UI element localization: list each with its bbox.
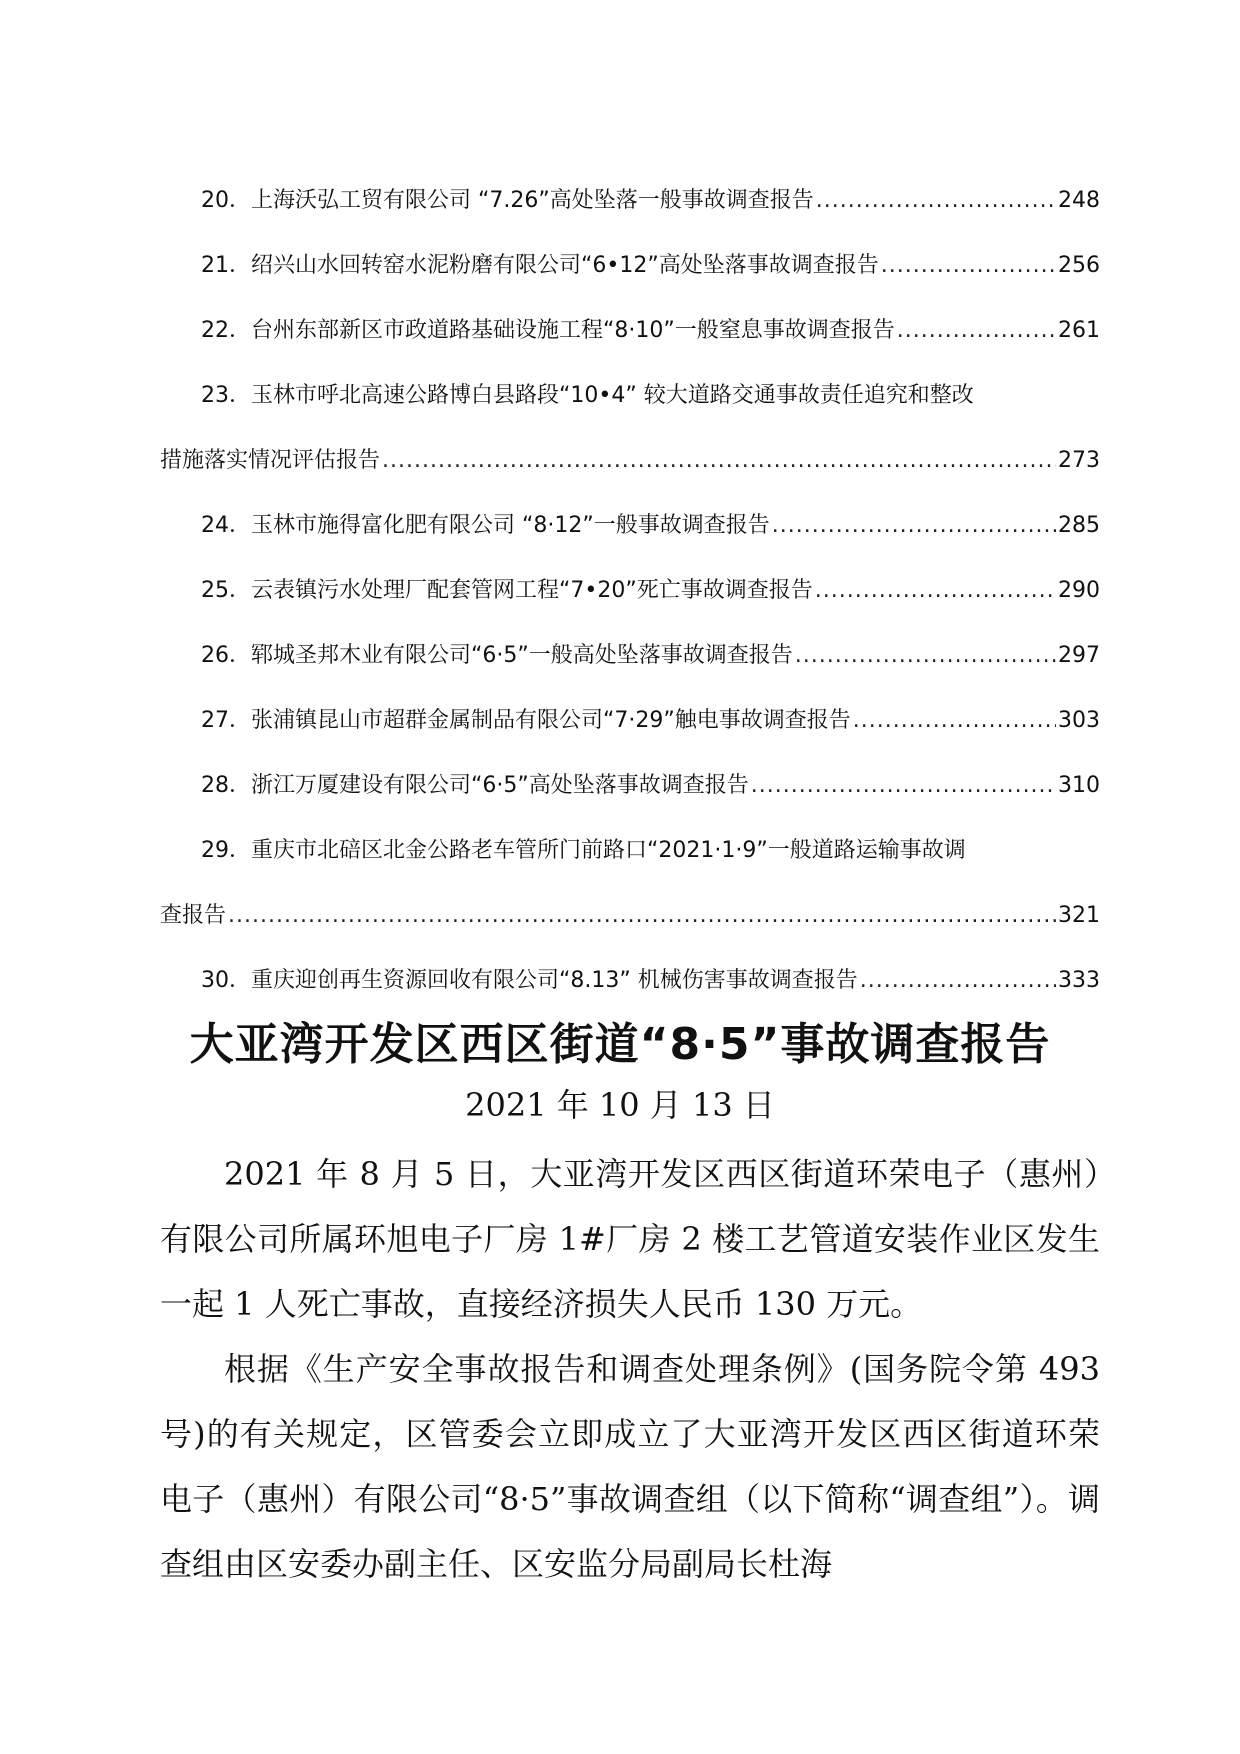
- toc-page-number: 321: [1058, 903, 1100, 928]
- toc-entry-title: 24．玉林市施得富化肥有限公司 “8·12”一般事故调查报告: [201, 513, 770, 538]
- toc-entry-22[interactable]: [160, 298, 1100, 363]
- toc-entry-title: 30．重庆迎创再生资源回收有限公司“8.13” 机械伤害事故调查报告: [201, 968, 858, 993]
- toc-leader-dots: [897, 298, 1056, 363]
- report-paragraph: 2021 年 8 月 5 日，大亚湾开发区西区街道环荣电子（惠州）有限公司所属环旭电子厂房 1#厂房 2 楼工艺管道安装作业区发生一起 1 人死亡事故，直接经济损失人民币 130 万元。: [160, 1155, 1100, 1323]
- toc-entry-title: 29．重庆市北碚区北金公路老车管所门前路口“2021·1·9”一般道路运输事故调: [201, 838, 966, 863]
- toc-leader-dots: [853, 688, 1056, 753]
- toc-entry-title: 27．张浦镇昆山市超群金属制品有限公司“7·29”触电事故调查报告: [201, 708, 851, 733]
- toc-entry-21[interactable]: [160, 233, 1100, 298]
- toc-entry-27[interactable]: [160, 688, 1100, 753]
- toc-entry-title: 28．浙江万厦建设有限公司“6·5”高处坠落事故调查报告: [201, 773, 749, 798]
- toc-entry-30[interactable]: [160, 948, 1100, 1013]
- toc-entry-20[interactable]: [160, 168, 1100, 233]
- toc-page-number: 248: [1058, 188, 1100, 213]
- toc-page-number: 290: [1058, 578, 1100, 603]
- toc-page-number: 273: [1058, 448, 1100, 473]
- toc-leader-dots: [772, 493, 1056, 558]
- toc-leader-dots: [795, 623, 1056, 688]
- toc-page-number: 256: [1058, 253, 1100, 278]
- toc-page-number: 310: [1058, 773, 1100, 798]
- toc-entry-25[interactable]: [160, 558, 1100, 623]
- toc-entry-title: 21．绍兴山水回转窑水泥粉磨有限公司“6•12”高处坠落事故调查报告: [201, 253, 879, 278]
- toc-leader-dots: [816, 168, 1056, 233]
- toc-entry-24[interactable]: [160, 493, 1100, 558]
- report-title: 大亚湾开发区西区街道“8·5”事故调查报告: [189, 1019, 1051, 1070]
- toc-leader-dots: [382, 428, 1056, 493]
- toc-page-number: 303: [1058, 708, 1100, 733]
- toc-entry-title: 22．台州东部新区市政道路基础设施工程“8·10”一般窒息事故调查报告: [201, 318, 895, 343]
- toc-entry-26[interactable]: [160, 623, 1100, 688]
- report-date: 2021 年 10 月 13 日: [465, 1086, 775, 1124]
- toc-entry-title-continued: 措施落实情况评估报告: [160, 448, 381, 473]
- toc-entry-title-continued: 查报告: [160, 903, 227, 928]
- toc-page-number: 333: [1058, 968, 1100, 993]
- toc-page-number: 285: [1058, 513, 1100, 538]
- toc-entry-23-continued[interactable]: [160, 428, 1100, 493]
- toc-leader-dots: [881, 233, 1056, 298]
- table-of-contents: [160, 168, 1100, 1013]
- toc-page-number: 297: [1058, 643, 1100, 668]
- toc-leader-dots: [751, 753, 1056, 818]
- toc-entry-title: 26．郓城圣邦木业有限公司“6·5”一般高处坠落事故调查报告: [201, 643, 793, 668]
- report-paragraph: 根据《生产安全事故报告和调查处理条例》(国务院令第 493 号)的有关规定，区管委会立即成立了大亚湾开发区西区街道环荣电子（惠州）有限公司“8·5”事故调查组（以下简称“调查组”）。调查组由区安委办副主任、区安监分局副局长杜海: [160, 1350, 1100, 1583]
- toc-entry-29[interactable]: [160, 818, 1100, 883]
- toc-leader-dots: [860, 948, 1056, 1013]
- toc-leader-dots: [228, 883, 1056, 948]
- toc-entry-29-continued[interactable]: [160, 883, 1100, 948]
- toc-entry-23[interactable]: [160, 363, 1100, 428]
- toc-entry-title: 20．上海沃弘工贸有限公司 “7.26”高处坠落一般事故调查报告: [201, 188, 814, 213]
- toc-page-number: 261: [1058, 318, 1100, 343]
- toc-entry-28[interactable]: [160, 753, 1100, 818]
- toc-leader-dots: [815, 558, 1056, 623]
- toc-entry-title: 23．玉林市呼北高速公路博白县路段“10•4” 较大道路交通事故责任追究和整改: [201, 383, 974, 408]
- report-body: [160, 1142, 1100, 1597]
- toc-entry-title: 25．云表镇污水处理厂配套管网工程“7•20”死亡事故调查报告: [201, 578, 813, 603]
